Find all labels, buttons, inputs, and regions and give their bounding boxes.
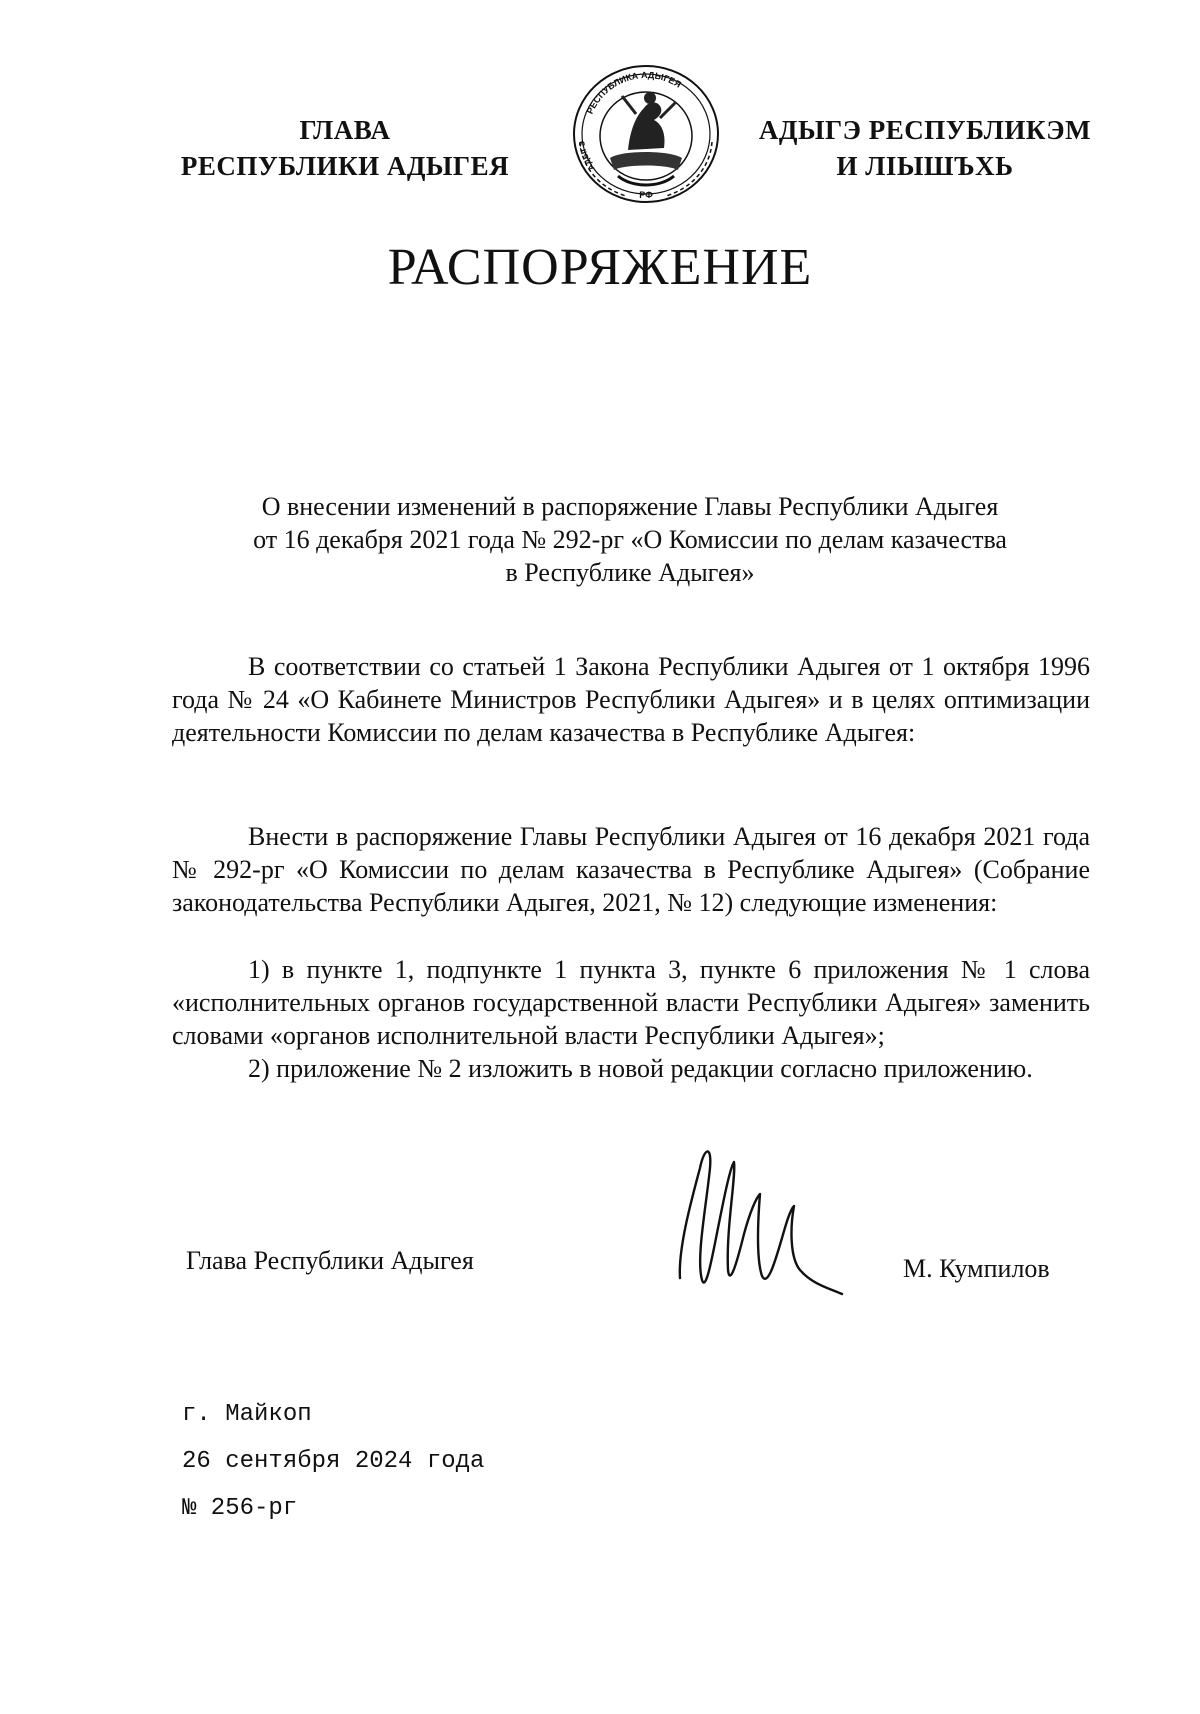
emblem-text-top: РЕСПУБЛИКА АДЫГЕЯ — [584, 69, 683, 116]
issuer-adyghe — [745, 112, 1105, 184]
coat-of-arms-icon — [566, 58, 726, 206]
signatory-name: М. Кумпилов — [903, 1254, 1050, 1283]
svg-text:АДЫГЭ — [577, 140, 596, 172]
document-date: 26 сентября 2024 года — [182, 1448, 485, 1475]
handwritten-signature-icon — [672, 1138, 852, 1298]
issuer-line-2: РЕСПУБЛИКИ АДЫГЕЯ — [180, 151, 510, 181]
issuer-adyghe-line-1: АДЫГЭ РЕСПУБЛИКЭМ — [758, 115, 1092, 145]
issuer-line-1: ГЛАВА — [299, 115, 391, 145]
signatory-position: Глава Республики Адыгея — [186, 1246, 474, 1275]
preamble-paragraph: В соответствии со статьей 1 Закона Республики Адыгея от 1 октября 1996 года № 24 «О Кабинете Министров Республики Адыгея» и в целях оптимизации деятельности Комиссии по делам казачества в Республике Адыгея: — [172, 652, 1090, 747]
amendment-item-1: 1) в пункте 1, подпункте 1 пункта 3, пункте 6 приложения № 1 слова «исполнительных органов государственной власти Республики Адыгея» заменить словами «органов исполнительной власти Республики Адыгея»; — [172, 955, 1090, 1050]
subject-line-2: от 16 декабря 2021 года № 292-рг «О Комиссии по делам казачества — [253, 525, 1007, 554]
document-place: г. Майкоп — [182, 1401, 312, 1428]
amendment-item-2: 2) приложение № 2 изложить в новой редакции согласно приложению. — [248, 1054, 1033, 1083]
document-number: № 256-рг — [182, 1495, 298, 1522]
emblem-text-bottom: РФ — [639, 190, 653, 200]
document-title: РАСПОРЯЖЕНИЕ — [387, 239, 813, 296]
emblem-text-left: АДЫГЭ — [577, 140, 597, 173]
issuer-russian — [160, 112, 530, 184]
issuer-adyghe-line-2: И ЛІЫШЪХЬ — [836, 151, 1014, 181]
subject-line-1: О внесении изменений в распоряжение Главы Республики Адыгея — [261, 492, 999, 521]
document-subject — [200, 490, 1060, 589]
subject-line-3: в Республике Адыгея» — [505, 558, 755, 587]
main-paragraph: Внести в распоряжение Главы Республики Адыгея от 16 декабря 2021 года № 292-рг «О Комиссии по делам казачества в Республике Адыгея» (Собрание законодательства Республики Адыгея, 2021, № 12) следующие изменения: — [172, 822, 1090, 917]
